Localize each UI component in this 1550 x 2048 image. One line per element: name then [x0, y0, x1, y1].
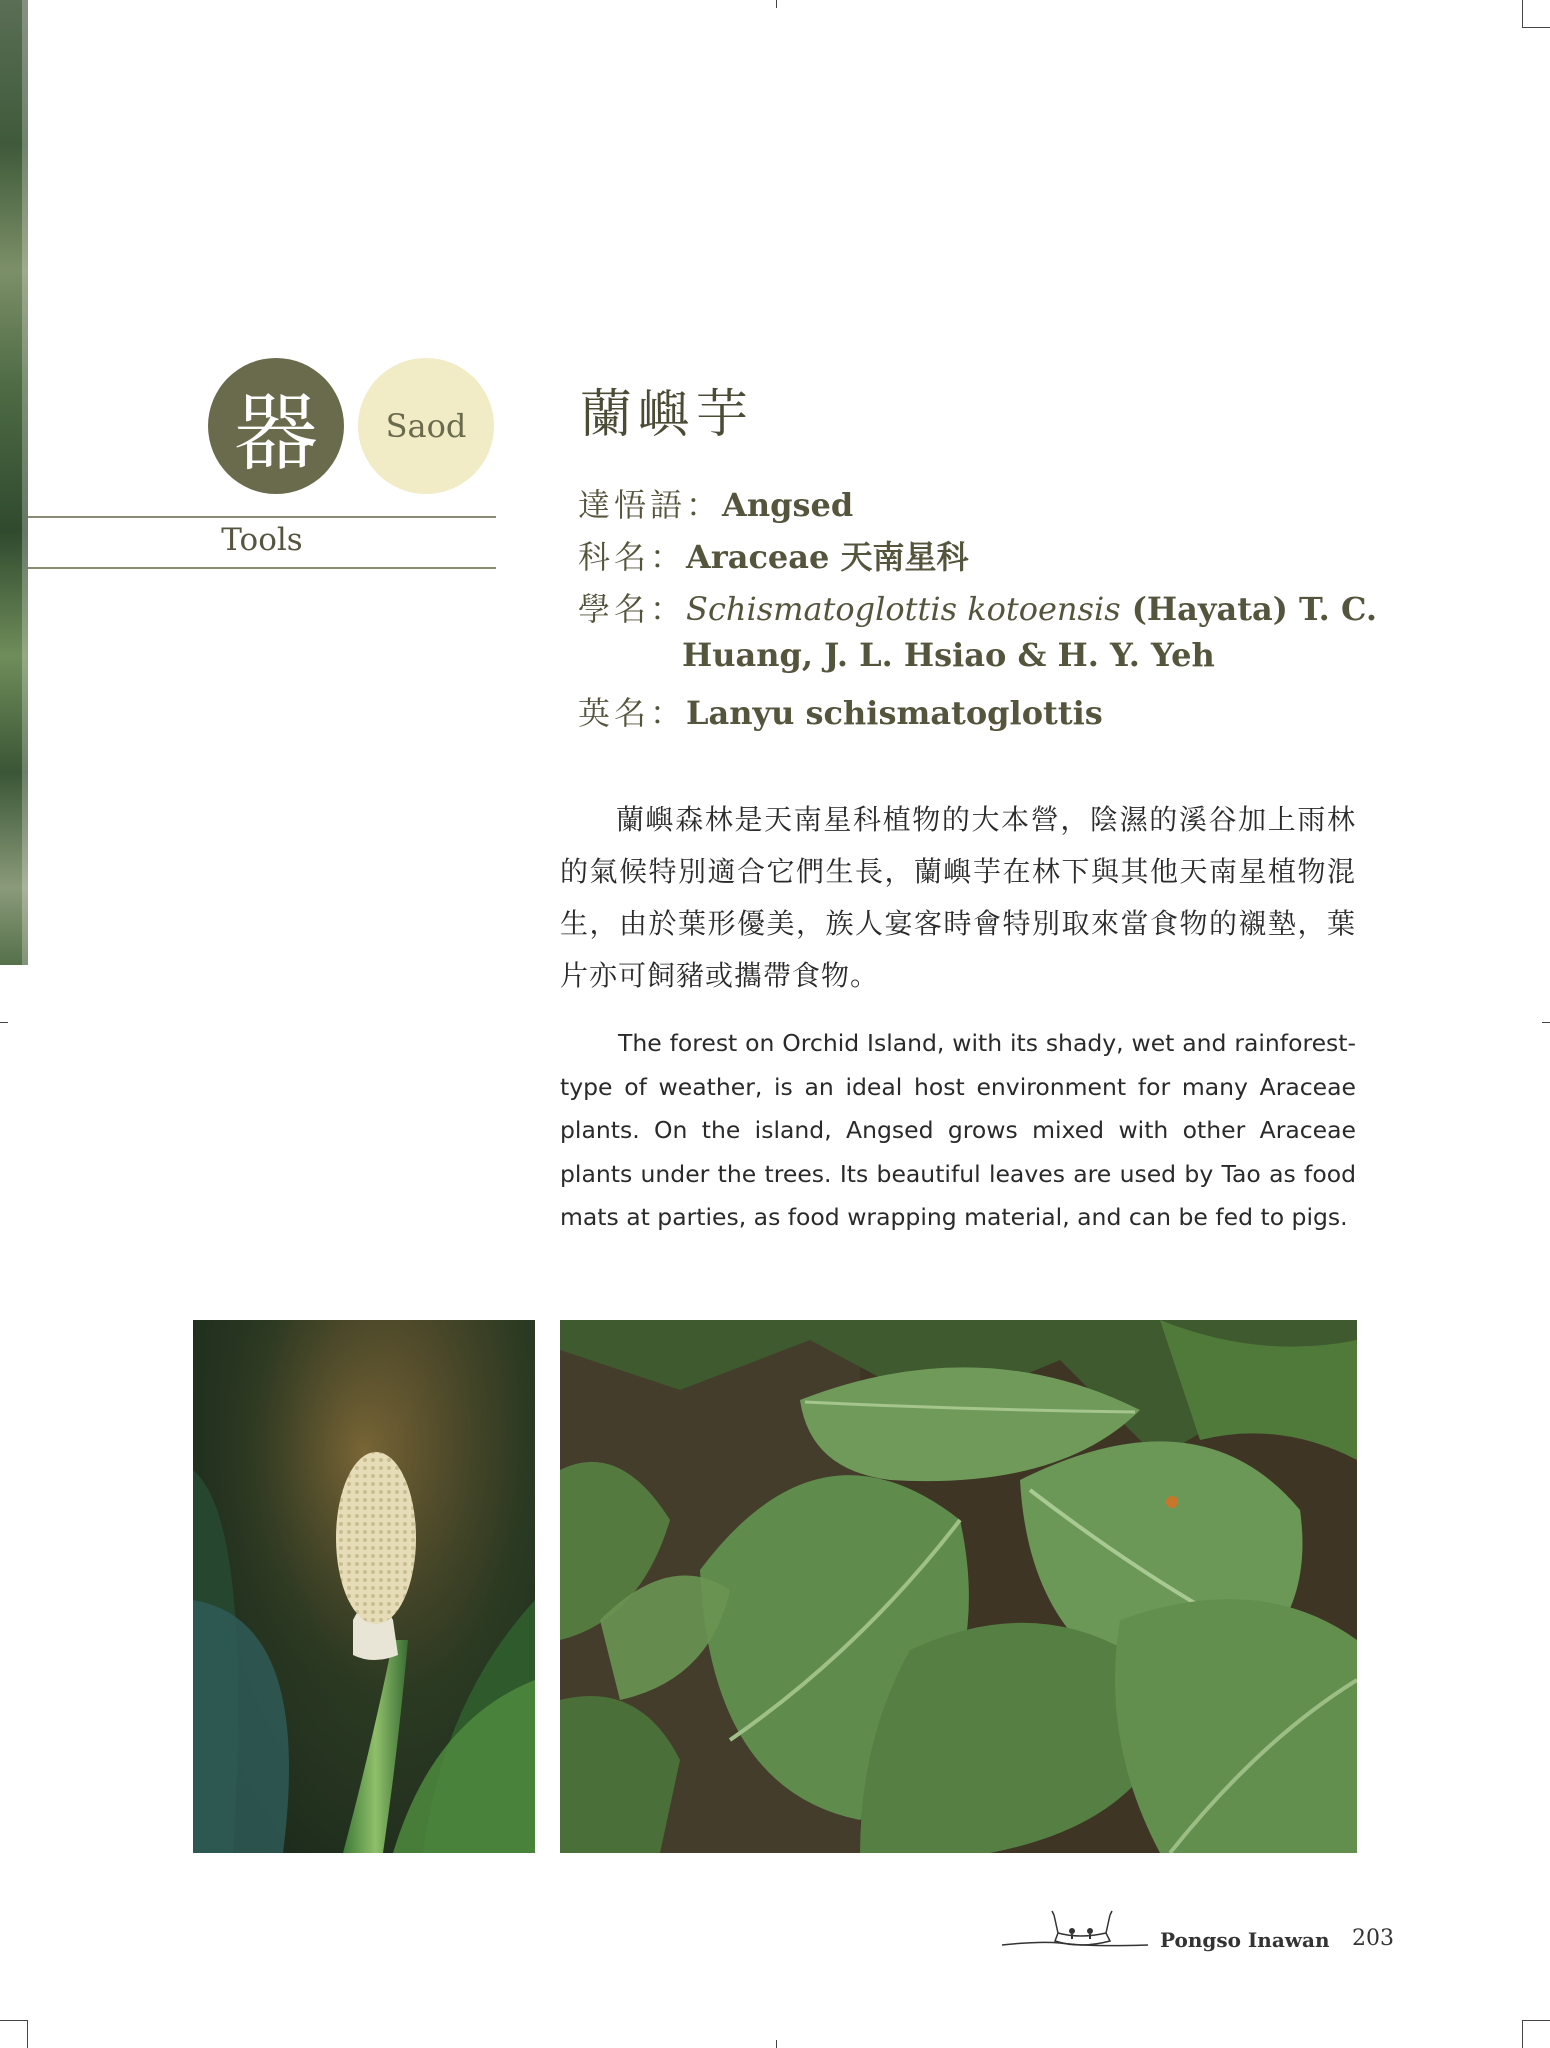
- body-english: The forest on Orchid Island, with its shady, wet and rainforest-type of weather, is an ideal host environment for many Araceae plants. On the island, Angsed grows mixed with other Araceae plants under the trees. Its beautiful leaves are used by Tao as food mats at parties, as food wrapping material, and can be fed to pigs.: [560, 1029, 1356, 1231]
- spadix-illustration: [193, 1320, 535, 1853]
- crop-mark: [776, 2040, 777, 2048]
- category-glyph-badge: [208, 358, 344, 494]
- crop-mark: [0, 1022, 8, 1023]
- info-value-italic: Schismatoglottis kotoensis: [686, 590, 1121, 628]
- info-value: Huang, J. L. Hsiao & H. Y. Yeh: [682, 636, 1215, 674]
- info-row-tao-name: [578, 480, 853, 526]
- info-value: Angsed: [722, 486, 854, 524]
- info-row-scientific-name: [578, 584, 1377, 630]
- crop-mark: [27, 2020, 28, 2048]
- crop-mark: [1522, 0, 1523, 28]
- divider: [28, 567, 496, 569]
- left-edge-photo: [0, 0, 28, 965]
- page-title: 蘭嶼芋: [580, 385, 755, 445]
- info-value: Lanyu schismatoglottis: [686, 694, 1103, 732]
- crop-mark: [776, 0, 777, 8]
- footer-book-title: Pongso Inawan: [1160, 1928, 1330, 1952]
- crop-mark: [0, 2020, 28, 2021]
- crop-mark: [1522, 27, 1550, 28]
- photo-leaves: [560, 1320, 1357, 1853]
- leaves-illustration: [560, 1320, 1357, 1853]
- info-row-english-name: [578, 688, 1103, 734]
- info-key: 學名：: [578, 590, 687, 628]
- divider: [28, 516, 496, 518]
- crop-mark: [1522, 2020, 1550, 2021]
- page-number: 203: [1352, 1926, 1394, 1951]
- category-english-label: Tools: [221, 522, 303, 558]
- photo-spadix: [193, 1320, 535, 1853]
- crop-mark: [1542, 1022, 1550, 1023]
- info-key: 科名：: [578, 538, 687, 576]
- canoe-drawing-icon: [1000, 1905, 1150, 1955]
- body-chinese: 蘭嶼森林是天南星科植物的大本營，陰濕的溪谷加上雨林的氣候特別適合它們生長，蘭嶼芋在林下與其他天南星植物混生，由於葉形優美，族人宴客時會特別取來當食物的襯墊，葉片亦可飼豬或攜帶食物。: [560, 803, 1356, 992]
- category-glyph: 器: [233, 383, 318, 482]
- info-row-family: [578, 532, 969, 578]
- info-key: 英名：: [578, 694, 687, 732]
- info-key: 達悟語：: [578, 486, 723, 524]
- info-value: Araceae 天南星科: [686, 538, 969, 576]
- crop-mark: [1522, 2020, 1523, 2048]
- info-value: (Hayata) T. C.: [1120, 590, 1377, 628]
- info-row-scientific-name-cont: [682, 636, 1215, 674]
- category-native-badge: [358, 358, 494, 494]
- category-native-word: Saod: [385, 407, 467, 445]
